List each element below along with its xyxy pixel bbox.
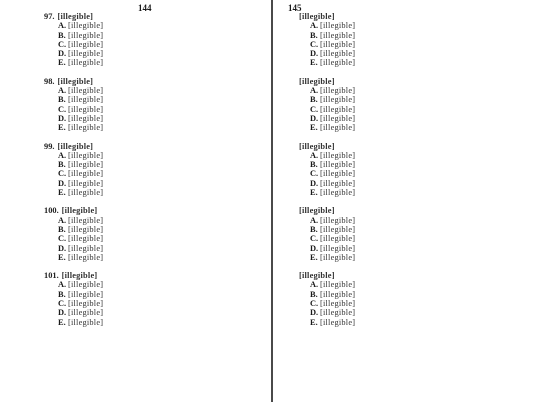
answer-option [44, 21, 266, 30]
option-letter: D. [58, 308, 67, 318]
answer-option [296, 169, 547, 178]
question-text: [illegible] [57, 12, 94, 21]
answer-option [296, 86, 547, 95]
option-text: [illegible] [320, 95, 356, 105]
option-text: [illegible] [320, 234, 356, 244]
answer-option [296, 49, 547, 58]
page-number-left: 144 [138, 3, 152, 13]
question-number: 97. [44, 12, 55, 21]
option-text: [illegible] [68, 58, 104, 68]
question-block [296, 142, 547, 198]
option-text: [illegible] [68, 21, 104, 31]
left-page [0, 0, 272, 402]
answer-option [296, 40, 547, 49]
option-letter: D. [310, 308, 319, 318]
option-text: [illegible] [68, 188, 104, 198]
answer-option [44, 179, 266, 188]
option-letter: A. [58, 280, 67, 290]
option-letter: B. [310, 160, 318, 170]
answer-option [296, 225, 547, 234]
answer-option [44, 169, 266, 178]
question-text: [illegible] [299, 141, 335, 151]
option-letter: B. [58, 160, 66, 170]
question-text: [illegible] [57, 141, 94, 151]
option-text: [illegible] [320, 123, 356, 133]
option-text: [illegible] [320, 308, 356, 318]
question-stem [296, 12, 547, 21]
answer-option [296, 280, 547, 289]
answer-option [296, 290, 547, 299]
answer-option [44, 95, 266, 104]
question-list-right [296, 12, 547, 327]
answer-option [44, 308, 266, 317]
answer-option [296, 160, 547, 169]
option-letter: B. [58, 224, 66, 234]
option-text: [illegible] [320, 150, 356, 160]
option-text: [illegible] [68, 308, 104, 318]
answer-option [44, 160, 266, 169]
answer-option [44, 58, 266, 67]
option-text: [illegible] [68, 86, 104, 96]
answer-option [296, 58, 547, 67]
option-letter: A. [310, 150, 319, 160]
option-letter: D. [58, 178, 67, 188]
option-text: [illegible] [68, 30, 104, 40]
option-letter: B. [310, 224, 318, 234]
answer-option [296, 234, 547, 243]
answer-option [44, 290, 266, 299]
option-letter: E. [310, 252, 318, 262]
answer-option [296, 253, 547, 262]
option-letter: C. [58, 234, 67, 244]
option-letter: E. [310, 188, 318, 198]
option-text: [illegible] [320, 160, 356, 170]
option-text: [illegible] [320, 169, 356, 179]
answer-option [296, 308, 547, 317]
option-letter: C. [310, 169, 319, 179]
option-letter: C. [310, 39, 319, 49]
answer-option [44, 49, 266, 58]
option-text: [illegible] [68, 224, 104, 234]
answer-option [44, 40, 266, 49]
answer-option [296, 105, 547, 114]
option-letter: E. [310, 123, 318, 133]
question-stem [44, 77, 266, 86]
question-block [44, 271, 266, 327]
option-text: [illegible] [68, 243, 104, 253]
question-text: [illegible] [299, 76, 335, 86]
answer-option [296, 244, 547, 253]
option-text: [illegible] [320, 49, 356, 59]
question-number: 98. [44, 76, 55, 86]
answer-option [44, 318, 266, 327]
option-text: [illegible] [320, 289, 356, 299]
option-letter: C. [310, 104, 319, 114]
answer-option [44, 151, 266, 160]
question-stem [296, 271, 547, 280]
option-text: [illegible] [320, 21, 356, 31]
question-block [296, 77, 547, 133]
option-text: [illegible] [68, 169, 104, 179]
option-letter: E. [310, 58, 318, 68]
question-text: [illegible] [61, 206, 98, 216]
answer-option [44, 216, 266, 225]
option-letter: B. [310, 289, 318, 299]
question-text: [illegible] [57, 76, 94, 86]
option-letter: C. [58, 169, 67, 179]
right-page [272, 0, 557, 402]
question-block [44, 206, 266, 262]
answer-option [296, 95, 547, 104]
answer-option [44, 253, 266, 262]
option-text: [illegible] [68, 280, 104, 290]
option-letter: C. [310, 299, 319, 309]
question-number: 100. [44, 206, 59, 216]
option-text: [illegible] [320, 39, 356, 49]
option-letter: D. [58, 49, 67, 59]
option-text: [illegible] [320, 252, 356, 262]
option-text: [illegible] [320, 215, 356, 225]
answer-option [296, 151, 547, 160]
question-stem [296, 142, 547, 151]
question-text: [illegible] [299, 12, 335, 21]
answer-option [44, 280, 266, 289]
answer-option [44, 123, 266, 132]
question-stem [296, 206, 547, 215]
answer-option [296, 179, 547, 188]
option-text: [illegible] [68, 234, 104, 244]
option-letter: C. [58, 39, 67, 49]
question-block [44, 12, 266, 68]
question-block [296, 271, 547, 327]
option-letter: A. [310, 215, 319, 225]
option-letter: E. [310, 317, 318, 327]
option-text: [illegible] [320, 243, 356, 253]
option-letter: C. [310, 234, 319, 244]
option-letter: D. [58, 243, 67, 253]
question-text: [illegible] [299, 271, 335, 281]
option-letter: A. [58, 86, 67, 96]
option-letter: C. [58, 104, 67, 114]
option-text: [illegible] [320, 224, 356, 234]
option-text: [illegible] [320, 280, 356, 290]
option-text: [illegible] [68, 289, 104, 299]
answer-option [296, 31, 547, 40]
option-letter: A. [58, 215, 67, 225]
question-stem [44, 206, 266, 215]
option-text: [illegible] [320, 178, 356, 188]
answer-option [44, 234, 266, 243]
question-stem [44, 142, 266, 151]
option-text: [illegible] [320, 30, 356, 40]
question-block [296, 206, 547, 262]
option-letter: A. [58, 150, 67, 160]
answer-option [296, 21, 547, 30]
option-text: [illegible] [320, 317, 356, 327]
answer-option [296, 299, 547, 308]
option-text: [illegible] [68, 49, 104, 59]
option-text: [illegible] [68, 95, 104, 105]
option-letter: B. [58, 30, 66, 40]
option-letter: B. [58, 95, 66, 105]
option-text: [illegible] [68, 317, 104, 327]
option-text: [illegible] [68, 299, 104, 309]
answer-option [44, 299, 266, 308]
answer-option [44, 188, 266, 197]
option-text: [illegible] [320, 299, 356, 309]
question-stem [44, 271, 266, 280]
option-text: [illegible] [68, 123, 104, 133]
option-text: [illegible] [320, 86, 356, 96]
option-text: [illegible] [320, 58, 356, 68]
option-text: [illegible] [68, 178, 104, 188]
answer-option [44, 225, 266, 234]
answer-option [44, 31, 266, 40]
option-letter: B. [58, 289, 66, 299]
question-text: [illegible] [299, 206, 335, 216]
option-letter: D. [58, 113, 67, 123]
answer-option [44, 86, 266, 95]
option-text: [illegible] [68, 104, 104, 114]
option-letter: B. [310, 95, 318, 105]
option-text: [illegible] [68, 252, 104, 262]
option-text: [illegible] [68, 215, 104, 225]
answer-option [44, 244, 266, 253]
answer-option [296, 123, 547, 132]
question-block [44, 77, 266, 133]
option-text: [illegible] [68, 160, 104, 170]
option-letter: E. [58, 123, 66, 133]
question-block [296, 12, 547, 68]
option-text: [illegible] [68, 150, 104, 160]
option-text: [illegible] [68, 39, 104, 49]
option-text: [illegible] [320, 113, 356, 123]
option-letter: E. [58, 252, 66, 262]
answer-option [296, 318, 547, 327]
answer-option [44, 114, 266, 123]
option-text: [illegible] [68, 113, 104, 123]
question-list-left [44, 12, 266, 327]
option-letter: A. [310, 280, 319, 290]
question-stem [296, 77, 547, 86]
page-number-right: 145 [288, 3, 302, 13]
option-letter: A. [310, 86, 319, 96]
question-block [44, 142, 266, 198]
option-letter: D. [310, 243, 319, 253]
option-letter: A. [310, 21, 319, 31]
answer-option [44, 105, 266, 114]
option-text: [illegible] [320, 188, 356, 198]
option-letter: E. [58, 188, 66, 198]
question-number: 99. [44, 141, 55, 151]
answer-option [296, 188, 547, 197]
option-letter: D. [310, 113, 319, 123]
option-letter: D. [310, 178, 319, 188]
option-letter: A. [58, 21, 67, 31]
option-text: [illegible] [320, 104, 356, 114]
option-letter: E. [58, 58, 66, 68]
question-stem [44, 12, 266, 21]
option-letter: B. [310, 30, 318, 40]
option-letter: D. [310, 49, 319, 59]
option-letter: C. [58, 299, 67, 309]
question-text: [illegible] [61, 271, 98, 281]
option-letter: E. [58, 317, 66, 327]
answer-option [296, 216, 547, 225]
answer-option [296, 114, 547, 123]
question-number: 101. [44, 271, 59, 281]
